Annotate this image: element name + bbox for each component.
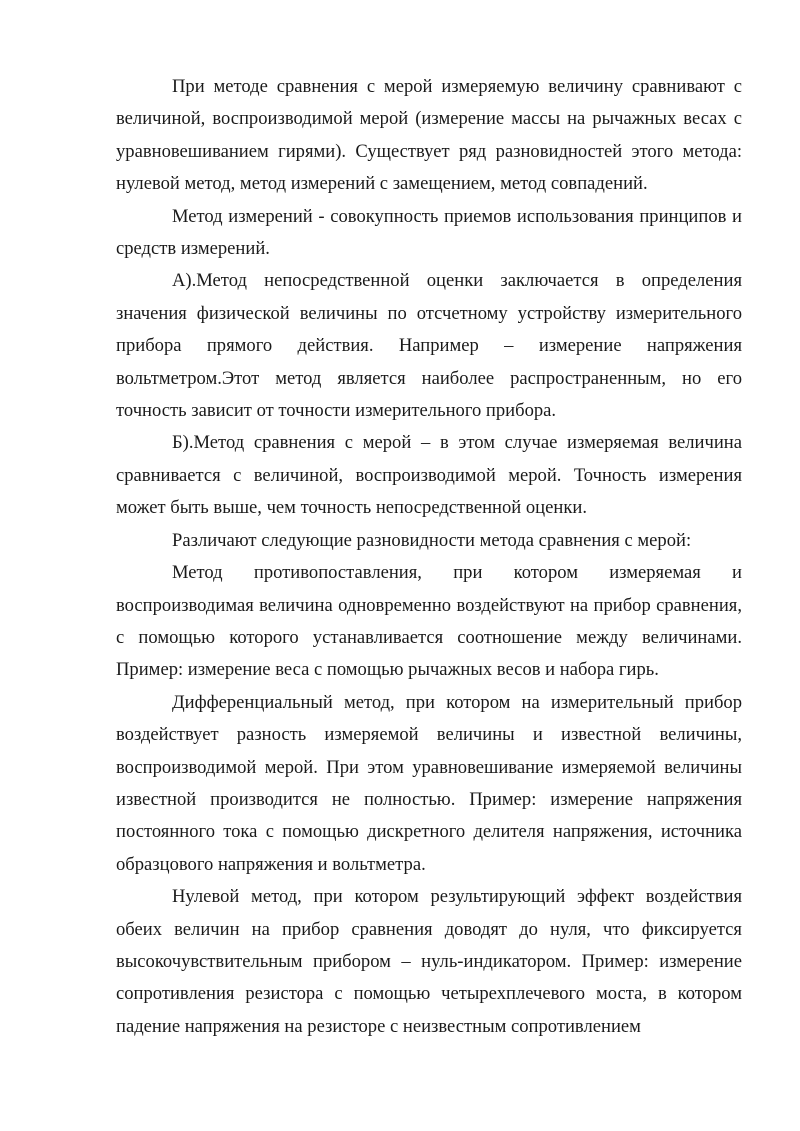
paragraph-direct-evaluation-method: А).Метод непосредственной оценки заключается в определения значения физической величины по отсчетному устройству измерительного прибора прямого действия. Например – измерение напряжения вольтметром.Этот метод является наиболее распространенным, но его точность зависит от точности измерительного прибора. xyxy=(116,270,742,422)
paragraph-null-method: Нулевой метод, при котором результирующий эффект воздействия обеих величин на прибор сравнения доводят до нуля, что фиксируется высокочувствительным прибором – нуль-индикатором. Пример: измерение сопротивления резистора с помощью четырехплечевого моста, в котором падение напряжения на резисторе с неизвестным сопротивлением xyxy=(116,886,742,1037)
paragraph-opposition-method: Метод противопоставления, при котором измеряемая и воспроизводимая величина одновременно воздействуют на прибор сравнения, с помощью которого устанавливается соотношение между величинами. Пример: измерение веса с помощью рычажных весов и набора гирь. xyxy=(116,562,742,681)
document-body xyxy=(116,71,742,1043)
paragraph-comparison-method: Б).Метод сравнения с мерой – в этом случае измеряемая величина сравнивается с величиной, воспроизводимой мерой. Точность измерения может быть выше, чем точность непосредственной оценки. xyxy=(116,432,742,519)
paragraph-varieties-intro: Различают следующие разновидности метода сравнения с мерой: xyxy=(172,529,692,551)
paragraph-differential-method: Дифференциальный метод, при котором на измерительный прибор воздействует разность измеряемой величины и известной величины, воспроизводимой мерой. При этом уравновешивание измеряемой величины известной производится не полностью. Пример: измерение напряжения постоянного тока с помощью дискретного делителя напряжения, источника образцового напряжения и вольтметра. xyxy=(116,691,742,875)
paragraph-measurement-method-definition: Метод измерений - совокупность приемов использования принципов и средств измерений. xyxy=(116,205,742,260)
paragraph-comparison-with-measure-intro: При методе сравнения с мерой измеряемую величину сравнивают с величиной, воспроизводимой мерой (измерение массы на рычажных весах с уравновешиванием гирями). Существует ряд разновидностей этого метода: нулевой метод, метод измерений с замещением, метод совпадений. xyxy=(116,76,742,195)
